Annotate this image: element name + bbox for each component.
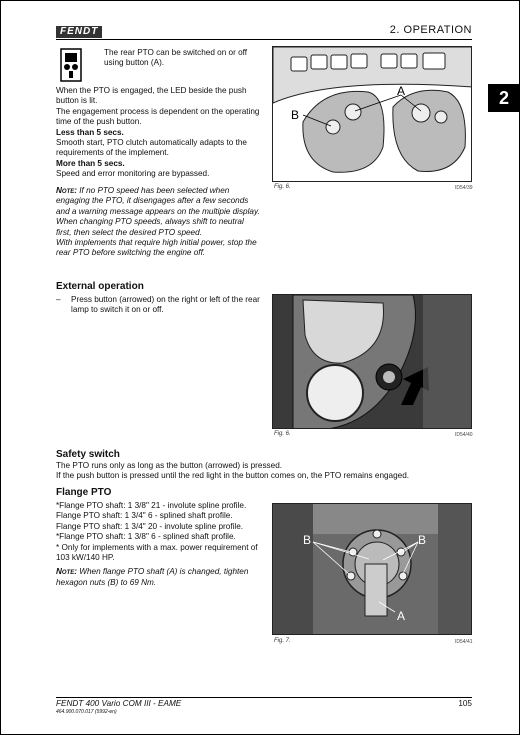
figure-control-panel [272,46,472,182]
fig1-label-a: A [397,84,406,98]
external-heading: External operation [56,281,144,292]
fig3-label-b-left: B [303,533,312,547]
safety-heading: Safety switch [56,449,120,460]
fig3-label-a: A [397,609,406,623]
chapter-tab: 2 [488,84,520,112]
fig3-label-b-right: B [418,533,427,547]
section-title: 2. OPERATION [389,24,472,36]
flange-line: *Flange PTO shaft: 1 3/8" 6 - splined shaft profile. [56,532,236,542]
note-label: Note: [56,186,77,195]
fendt-logo: FENDT [56,26,102,38]
more-heading: More than 5 secs. [56,158,125,168]
flange-block [56,486,260,588]
fig2-code: ID54/40 [455,432,473,438]
fig1-caption: Fig. 6. [274,184,291,190]
flange-line: * Only for implements with a max. power requirement of 103 kW/140 HP. [56,542,258,563]
footer-rule [56,697,472,698]
engagement-paragraph: The engagement process is dependent on the operating time of the push button. [56,106,260,127]
rear-lamp-illustration [273,295,472,429]
footer-title: FENDT 400 Vario COM III - EAME [56,699,182,708]
page-number: 105 [458,699,472,708]
note2-text: When flange PTO shaft (A) is changed, tighten hexagon nuts (B) to 69 Nm. [56,567,249,587]
header-rule [56,39,472,40]
flange-line: *Flange PTO shaft: 1 3/8" 21 - involute spline profile. [56,501,247,510]
fig3-caption: Fig. 7. [274,638,291,644]
pto-icon [60,48,82,82]
safety-text-1: The PTO runs only as long as the button (arrowed) is pressed. [56,461,283,470]
engagement-block [56,86,260,180]
footer-subtitle: 464.900.070.017 (5992-en) [56,709,117,715]
note-text-2: When changing PTO speeds, always shift to neutral first, then select the desired PTO speed. [56,217,244,237]
intro-text: The rear PTO can be switched on or off using button (A). [104,48,248,68]
external-text: Press button (arrowed) on the right or left of the rear lamp to switch it on or off. [71,295,260,315]
safety-text-2: If the push button is pressed until the red light in the button comes on, the PTO remains engaged. [56,471,410,481]
note-text-3: With implements that require high initial power, stop the rear PTO before switching the engine off. [56,238,257,258]
figure-flange-pto [272,503,472,635]
fig1-label-b: B [291,108,300,122]
note-block [56,186,260,259]
flange-line: Flange PTO shaft: 1 3/4" 6 - splined shaft profile. [56,511,233,521]
note2-label: Note: [56,567,77,577]
led-paragraph: When the PTO is engaged, the LED beside the push button is lit. [56,86,247,106]
less-text: Smooth start, PTO clutch automatically adapts to the requirements of the implement. [56,138,247,158]
safety-block [56,448,472,482]
flange-pto-illustration [273,504,472,635]
fig2-caption: Fig. 6. [274,431,291,437]
more-text: Speed and error monitoring are bypassed. [56,169,210,179]
flange-heading: Flange PTO [56,487,112,498]
external-block [56,280,260,316]
external-dash: – [56,295,61,304]
fig3-code: ID54/41 [455,639,473,645]
note-text-1: If no PTO speed has been selected when engaging the PTO, it disengages after a few seconds and a warning message appears on the multipie display. [56,186,260,216]
fig1-code: ID54/39 [455,185,473,191]
control-panel-illustration [273,47,472,182]
less-heading: Less than 5 secs. [56,127,124,137]
flange-line: Flange PTO shaft: 1 3/4" 20 - involute spline profile. [56,521,244,531]
figure-rear-lamp [272,294,472,429]
